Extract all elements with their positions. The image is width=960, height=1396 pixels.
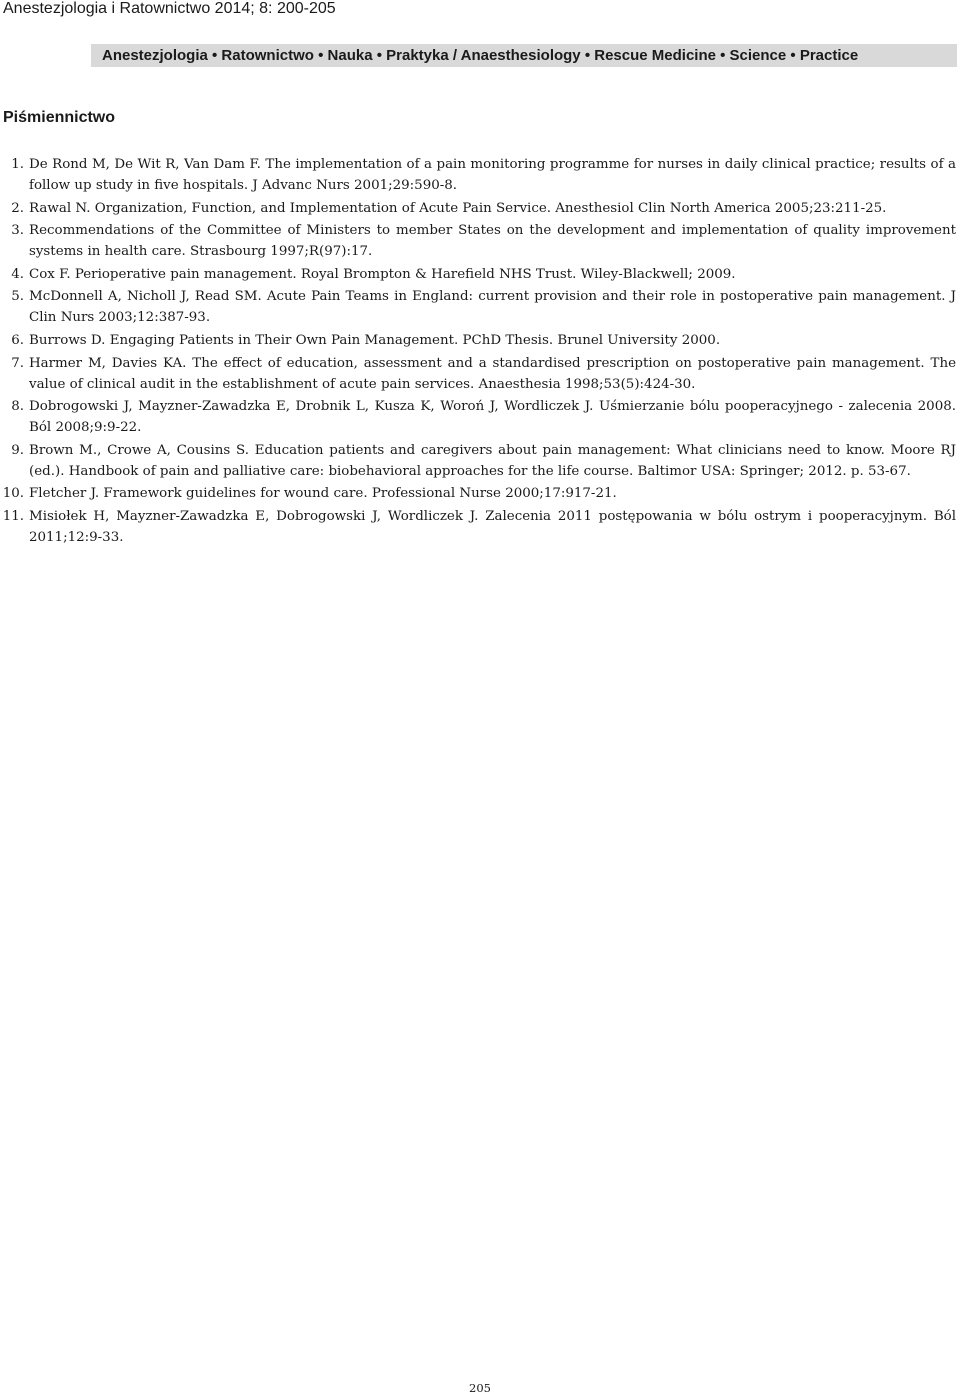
reference-text: Burrows D. Engaging Patients in Their Own Pain Management. PChD Thesis. Brunel University 2000. — [29, 332, 721, 348]
reference-item — [0, 154, 956, 196]
reference-text: Brown M., Crowe A, Cousins S. Education patients and caregivers about pain management: What clinicians need to know. Moore RJ (ed.). Handbook of pain and palliative care: biobehavioral approaches for the life course. Baltimor USA: Springer; 2012. p. 53-67. — [29, 442, 956, 479]
page-number: 205 — [469, 1381, 491, 1395]
reference-item — [0, 198, 956, 219]
journal-banner: Anestezjologia • Ratownictwo • Nauka • Praktyka / Anaesthesiology • Rescue Medicine • Science • Practice — [91, 44, 957, 67]
reference-number: 2. — [11, 200, 24, 216]
reference-list — [0, 154, 956, 550]
reference-item — [0, 506, 956, 548]
reference-number: 6. — [11, 332, 24, 348]
reference-number: 3. — [11, 223, 24, 239]
reference-text: Recommendations of the Committee of Ministers to member States on the development and implementation of quality improvement systems in health care. Strasbourg 1997;R(97):17. — [29, 223, 956, 260]
reference-item — [0, 330, 956, 351]
reference-number: 5. — [11, 289, 24, 305]
reference-item — [0, 353, 956, 395]
reference-number: 1. — [11, 157, 24, 172]
reference-text: Cox F. Perioperative pain management. Royal Brompton & Harefield NHS Trust. Wiley-Blackwell; 2009. — [29, 266, 736, 282]
reference-item — [0, 396, 956, 438]
reference-text: De Rond M, De Wit R, Van Dam F. The implementation of a pain monitoring programme for nurses in daily clinical practice; results of a follow up study in five hospitals. J Advanc Nurs 2001;29:590-8. — [29, 157, 956, 193]
reference-number: 10. — [2, 486, 24, 502]
reference-text: Misiołek H, Mayzner-Zawadzka E, Dobrogowski J, Wordliczek J. Zalecenia 2011 postępowania w bólu ostrym i pooperacyjnym. Ból 2011;12:9-33. — [29, 508, 956, 545]
section-heading: Piśmiennictwo — [3, 109, 116, 126]
reference-number: 11. — [2, 508, 24, 524]
reference-item — [0, 264, 956, 285]
reference-item — [0, 483, 956, 504]
journal-citation: Anestezjologia i Ratownictwo 2014; 8: 200-205 — [3, 0, 336, 17]
reference-number: 7. — [11, 355, 24, 371]
reference-number: 9. — [11, 442, 24, 458]
reference-text: McDonnell A, Nicholl J, Read SM. Acute Pain Teams in England: current provision and their role in postoperative pain management. J Clin Nurs 2003;12:387-93. — [29, 289, 956, 326]
reference-number: 8. — [11, 399, 24, 415]
reference-number: 4. — [11, 266, 24, 282]
reference-text: Dobrogowski J, Mayzner-Zawadzka E, Drobnik L, Kusza K, Woroń J, Wordliczek J. Uśmierzanie bólu pooperacyjnego - zalecenia 2008. Ból 2008;9:9-22. — [29, 399, 956, 436]
reference-item — [0, 286, 956, 328]
reference-item — [0, 440, 956, 482]
reference-item — [0, 220, 956, 262]
reference-text: Harmer M, Davies KA. The effect of education, assessment and a standardised prescription on postoperative pain management. The value of clinical audit in the establishment of acute pain services. Anaesthesia 1998;53(5):424-30. — [29, 355, 956, 392]
reference-text: Rawal N. Organization, Function, and Implementation of Acute Pain Service. Anesthesiol Clin North America 2005;23:211-25. — [29, 200, 887, 216]
reference-text: Fletcher J. Framework guidelines for wound care. Professional Nurse 2000;17:917-21. — [29, 486, 617, 502]
